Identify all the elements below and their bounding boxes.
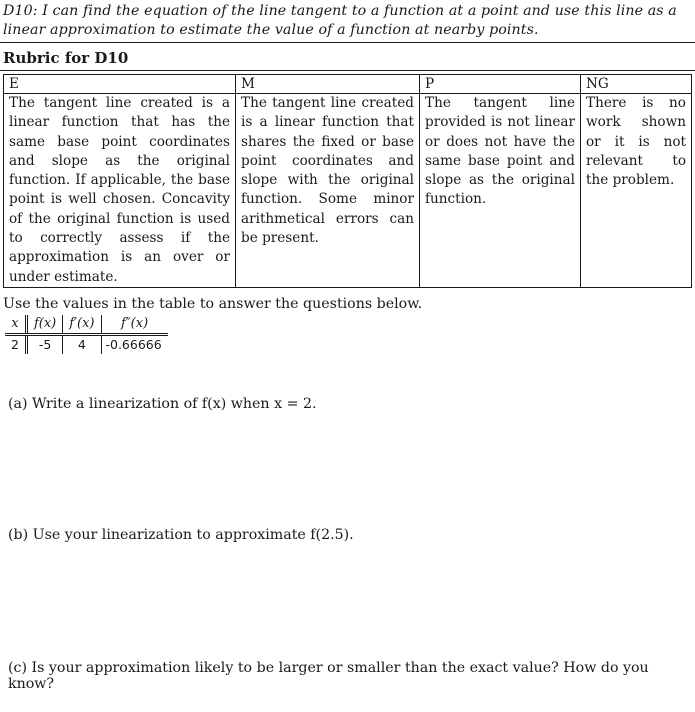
rubric-header-p: P [420, 75, 581, 94]
rubric-header-e: E [4, 75, 236, 94]
value-fdoubleprime: -0.66666 [101, 335, 168, 355]
rubric-title: Rubric for D10 [3, 49, 129, 67]
values-table [5, 315, 168, 354]
divider [0, 42, 695, 43]
table-row [5, 335, 168, 355]
value-x: 2 [11, 337, 19, 352]
question-c: (c) Is your approximation likely to be larger or smaller than the exact value? How do you know? [8, 660, 649, 692]
question-b: (b) Use your linearization to approximate f(2.5). [8, 527, 354, 543]
value-fprime: 4 [63, 335, 101, 355]
divider [0, 70, 695, 71]
rubric-description-m: The tangent line created is a linear function that shares the fixed or base point coordinates and slope with the original function. Some minor arithmetical errors can be present. [236, 94, 420, 288]
rubric-header-m: M [236, 75, 420, 94]
values-header-f: f(x) [26, 315, 62, 335]
values-intro: Use the values in the table to answer the questions below. [3, 296, 423, 312]
values-header-x: x [5, 315, 26, 335]
rubric-description-ng: There is no work shown or it is not relevant to the problem. [581, 94, 692, 288]
learning-objective: D10: I can find the equation of the line tangent to a function at a point and use this line as a linear approximation to estimate the value of a function at nearby points. [3, 3, 677, 38]
values-header-fdoubleprime: f″(x) [101, 315, 168, 335]
values-header-fprime: f′(x) [63, 315, 101, 335]
rubric-description-p: The tangent line provided is not linear or does not have the same base point and slope as the original function. [420, 94, 581, 288]
rubric-description-e: The tangent line created is a linear function that has the same base point coordinates and slope as the original function. If applicable, the base point is well chosen. Concavity of the original function is used to correctly assess if the approximation is an over or under estimate. [4, 94, 236, 288]
rubric-header-ng: NG [581, 75, 692, 94]
question-a: (a) Write a linearization of f(x) when x = 2. [8, 396, 317, 412]
rubric-table [3, 74, 692, 288]
value-f: -5 [26, 335, 62, 355]
